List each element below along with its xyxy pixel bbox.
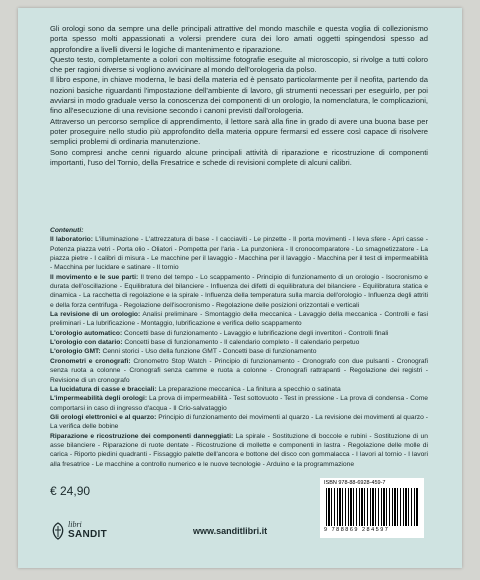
contents-heading: Cronometri e cronografi: <box>50 357 131 365</box>
contents-item <box>50 385 428 394</box>
contents-text: L'illuminazione - L'attrezzatura di base - I cacciaviti - Le pinzette - Il porta movimenti - I leva sfere - Apri casse - Potenza piazza vetri - Porta olio - Oliatori - Pompetta per l'aria - La punzoniera - Il cronocomparatore - Lo smagnetizzatore - La piazza pietre - I calibri di misura - Le macchine per il lavaggio - Macchina per il lavaggio - Macchina per il test di impermeabilità - Macchina per lucidare e satinare - Il tornio <box>50 236 428 272</box>
contents-item <box>50 310 428 329</box>
contents-heading: Il movimento e le sue parti: <box>50 273 139 281</box>
intro-paragraph: Questo testo, completamente a colori con moltissime fotografie eseguite al microscopio, si rivolge a tutti coloro che per ragioni diverse si vogliono avvicinare al mondo dell'orologeria da polso. <box>50 54 428 75</box>
contents-item <box>50 357 428 385</box>
price: € 24,90 <box>50 484 91 498</box>
contents-heading: L'orologio con datario: <box>50 339 123 347</box>
contents-text: La prova di impermeabilità - Test sottovuoto - Test in pressione - La prova di condensa - Come comportarsi in caso di ingresso d'acqua - Il Crio-salvataggio <box>50 395 428 412</box>
publisher-website: www.sanditlibri.it <box>193 526 268 536</box>
intro-text <box>50 24 428 168</box>
contents-list <box>50 226 428 469</box>
contents-heading: La revisione di un orologio: <box>50 311 141 319</box>
contents-text: Concetti base di funzionamento - Lavaggio e lubrificazione degli invertitori - Controlli finali <box>122 329 389 337</box>
contents-item <box>50 432 428 469</box>
intro-paragraph: Attraverso un percorso semplice di apprendimento, il lettore sarà alla fine in grado di avere una buona base per poter proseguire nello studio più approfondito della materia oppure fermarsi ed essere così capace di risolvere semplici problemi di ordinaria manutenzione. <box>50 116 428 147</box>
intro-paragraph: Sono compresi anche cenni riguardo alcune principali attività di riparazione e ricostruzione di componenti importanti, l'uso del Tornio, della Fresatrice e schede di revisioni complete di alcuni calibri. <box>50 147 428 167</box>
contents-text: Analisi preliminare - Smontaggio della meccanica - Lavaggio della meccanica - Controlli e fasi preliminari - La lubrificazione - Montaggio, lubrificazione e verifica dello scappamento <box>50 311 428 328</box>
contents-heading: La lucidatura di casse e bracciali: <box>50 385 157 393</box>
contents-heading: L'impermeabilità degli orologi: <box>50 395 148 403</box>
contents-text: Cronometro Stop Watch - Principio di funzionamento - Cronografo con due pulsanti - Cronografi senza ruota a colonne - Cronografi senza camme e ruota a colonne - Cronografi rattrapanti - Regolazione dei registri - Revisione di un cronografo <box>50 357 428 384</box>
contents-item <box>50 413 428 432</box>
publisher-emblem-icon <box>50 522 66 540</box>
intro-paragraph: Il libro espone, in chiave moderna, le basi della materia ed è pensato particolarmente per il neofita, partendo da nozioni basiche riguardanti l'impostazione dell'ambiente di lavoro, gli strumenti necessari per eseguirlo, per poi avviarsi in modo graduale verso la conoscenza dei componenti di un orologio, la nomenclatura, le complicazioni, fino all'esecuzione di una revisione secondo i canoni previsti dall'orologeria. <box>50 75 428 116</box>
barcode-bars <box>326 488 418 526</box>
publisher-libri: libri <box>68 520 82 529</box>
contents-item <box>50 235 428 272</box>
publisher-name: SANDIT <box>68 529 108 540</box>
contents-text: La spirale - Sostituzione di boccole e rubini - Sostituzione di un asse bilanciere - Riparazione di ruote dentate - Ricostruzione di mollette e componenti in lastra - Regolazione delle molle di carica - Riporto piedini quadranti - Fissaggio palette dell'ancora e bottone del disco con gommalacca - I lavori al tornio - I lavori alla fresatrice - Le macchine a controllo numerico e le nuove tecnologie - Arduino e la programmazione <box>50 432 428 468</box>
contents-item <box>50 338 428 347</box>
contents-text: Concetti base di funzionamento - Il calendario completo - Il calendario perpetuo <box>122 339 360 347</box>
contents-text: Cenni storici - Uso della funzione GMT - Concetti base di funzionamento <box>100 348 317 356</box>
contents-text: Il treno del tempo - Lo scappamento - Principio di funzionamento di un orologio - Isocronismo e durata dell'oscillazione - Equilibratura del bilanciere - Influenza dei difetti di equilibratura del bilanciere - Equilibratura statica e dinamica - La racchetta di regolazione e la spirale - Influenza della temperatura sulla marcia dell'orologio - Influenza degli attriti e della forza centrifuga - Regolazione dell'isocronismo - Regolazione delle posizioni orizzontali e verticali <box>50 273 429 309</box>
contents-heading: L'orologio GMT: <box>50 348 101 356</box>
contents-heading: Riparazione e ricostruzione dei componenti danneggiati: <box>50 432 234 440</box>
contents-item <box>50 273 428 310</box>
intro-paragraph: Gli orologi sono da sempre una delle principali attrattive del mondo maschile e questa voglia di collezionismo porta spesso molti appassionati a volersi prendere cura dei loro amati oggetti spingendosi spesso ad approfondire a livelli diversi le logiche di mantenimento e riparazione. <box>50 24 428 54</box>
contents-text: La preparazione meccanica - La finitura a specchio o satinata <box>156 385 341 393</box>
barcode <box>320 478 424 538</box>
contents-item <box>50 394 428 413</box>
isbn-label: ISBN 978-88-6928-459-7 <box>324 480 386 486</box>
contents-heading: L'orologio automatico: <box>50 329 123 337</box>
contents-heading: Il laboratorio: <box>50 236 93 244</box>
contents-item <box>50 329 428 338</box>
publisher-logo <box>50 520 120 542</box>
barcode-number: 9 788869 284597 <box>324 527 390 533</box>
contents-title: Contenuti: <box>50 227 84 234</box>
contents-text: Principio di funzionamento dei movimenti al quarzo - La revisione dei movimenti al quarzo - La verifica delle bobine <box>50 413 428 431</box>
contents-heading: Gli orologi elettronici e al quarzo: <box>50 413 157 421</box>
contents-item <box>50 347 428 356</box>
